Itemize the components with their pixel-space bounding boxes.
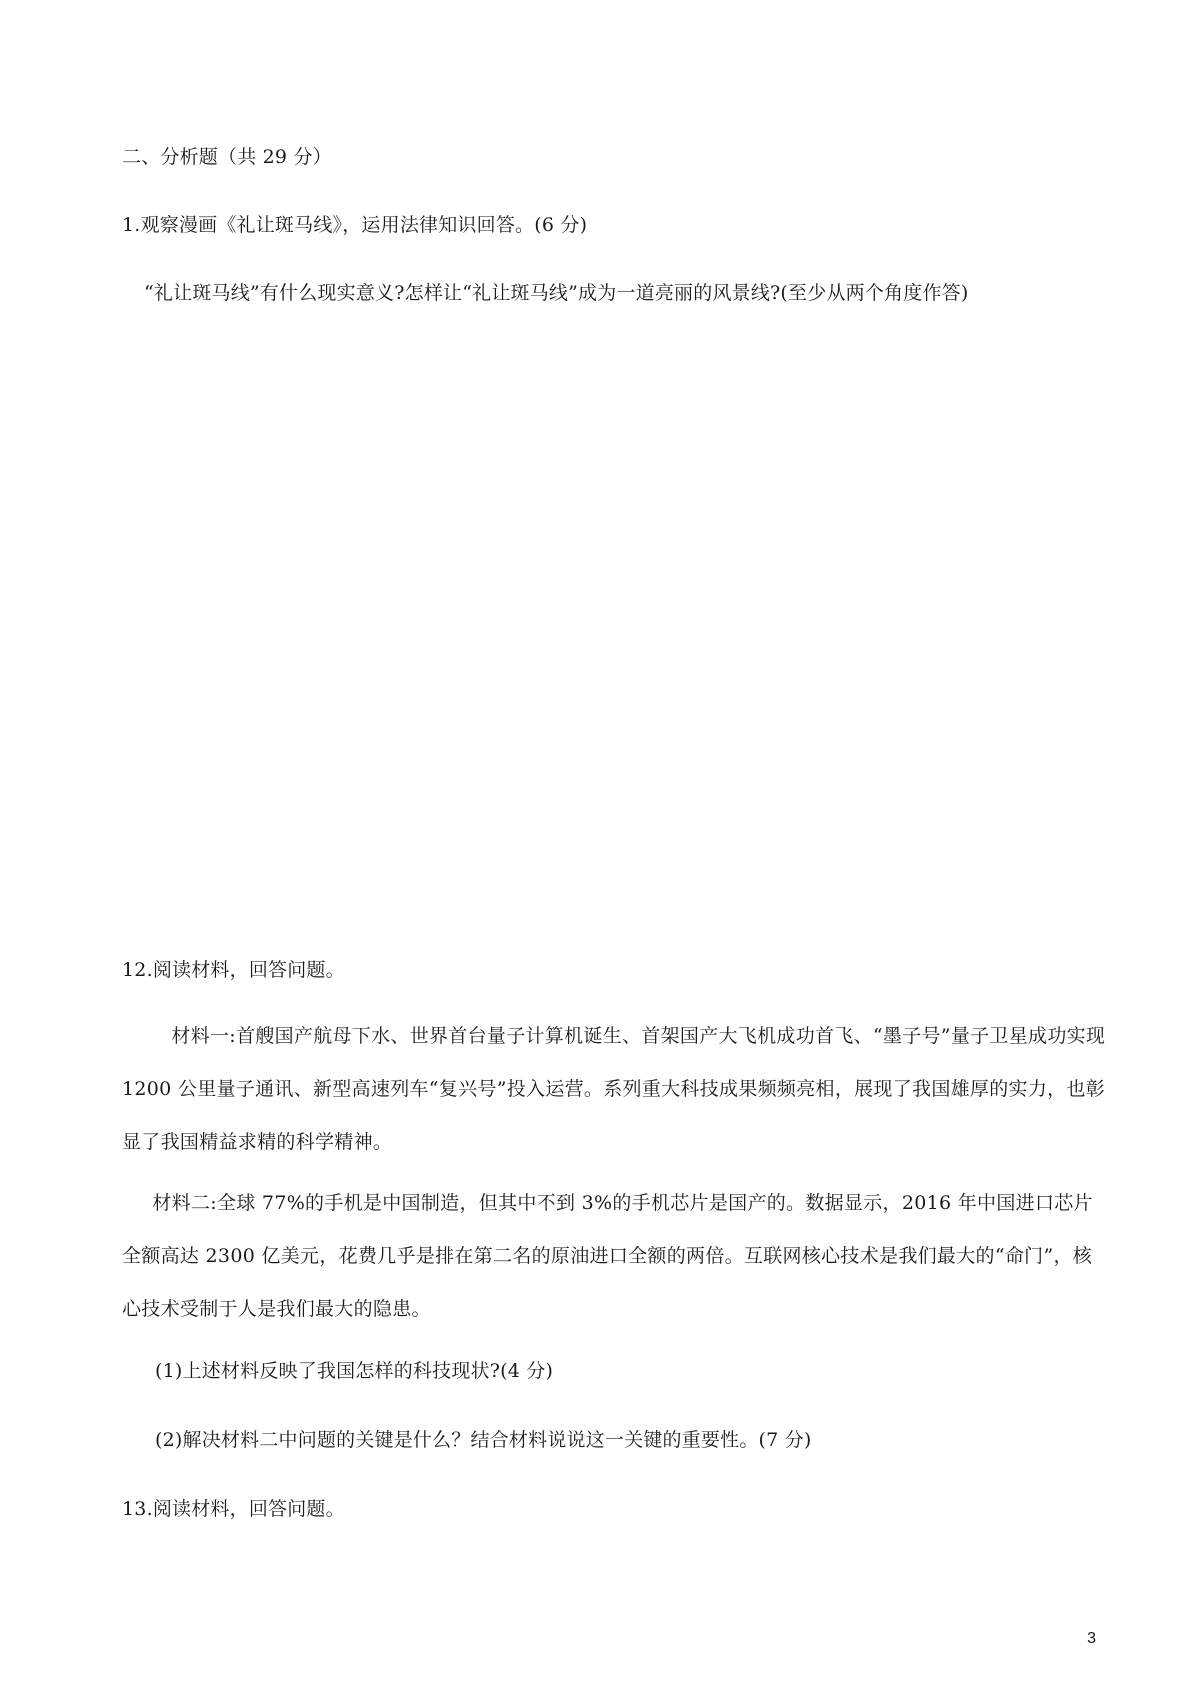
answer-space xyxy=(122,310,1107,930)
question-11-title: 1.观察漫画《礼让斑马线》，运用法律知识回答。(6 分) xyxy=(122,214,588,236)
question-12-title: 12.阅读材料，回答问题。 xyxy=(122,959,345,981)
page-number: 3 xyxy=(1087,1630,1096,1647)
sub-question-2: (2)解决材料二中问题的关键是什么？结合材料说说这一关键的重要性。(7 分) xyxy=(155,1429,812,1451)
question-11-prompt: “礼让斑马线”有什么现实意义?怎样让“礼让斑马线”成为一道亮丽的风景线?(至少从两个角度作答) xyxy=(144,282,969,304)
section-heading: 二、分析题（共 29 分） xyxy=(122,146,332,168)
material-two-paragraph: 材料二:全球 77%的手机是中国制造，但其中不到 3%的手机芯片是国产的。数据显示，2016 年中国进口芯片全额高达 2300 亿美元，花费几乎是排在第二名的原油进口全额的两倍。互联网核心技术是我们最大的“命门”，核心技术受制于人是我们最大的隐患。 xyxy=(122,1192,1093,1320)
question-13-title: 13.阅读材料，回答问题。 xyxy=(122,1498,345,1520)
sub-question-1: (1)上述材料反映了我国怎样的科技现状?(4 分) xyxy=(155,1360,554,1382)
material-one-paragraph: 材料一:首艘国产航母下水、世界首台量子计算机诞生、首架国产大飞机成功首飞、“墨子号”量子卫星成功实现 1200 公里量子通讯、新型高速列车“复兴号”投入运营。系列重大科技成果频频亮相，展现了我国雄厚的实力，也彰显了我国精益求精的科学精神。 xyxy=(122,1025,1106,1153)
